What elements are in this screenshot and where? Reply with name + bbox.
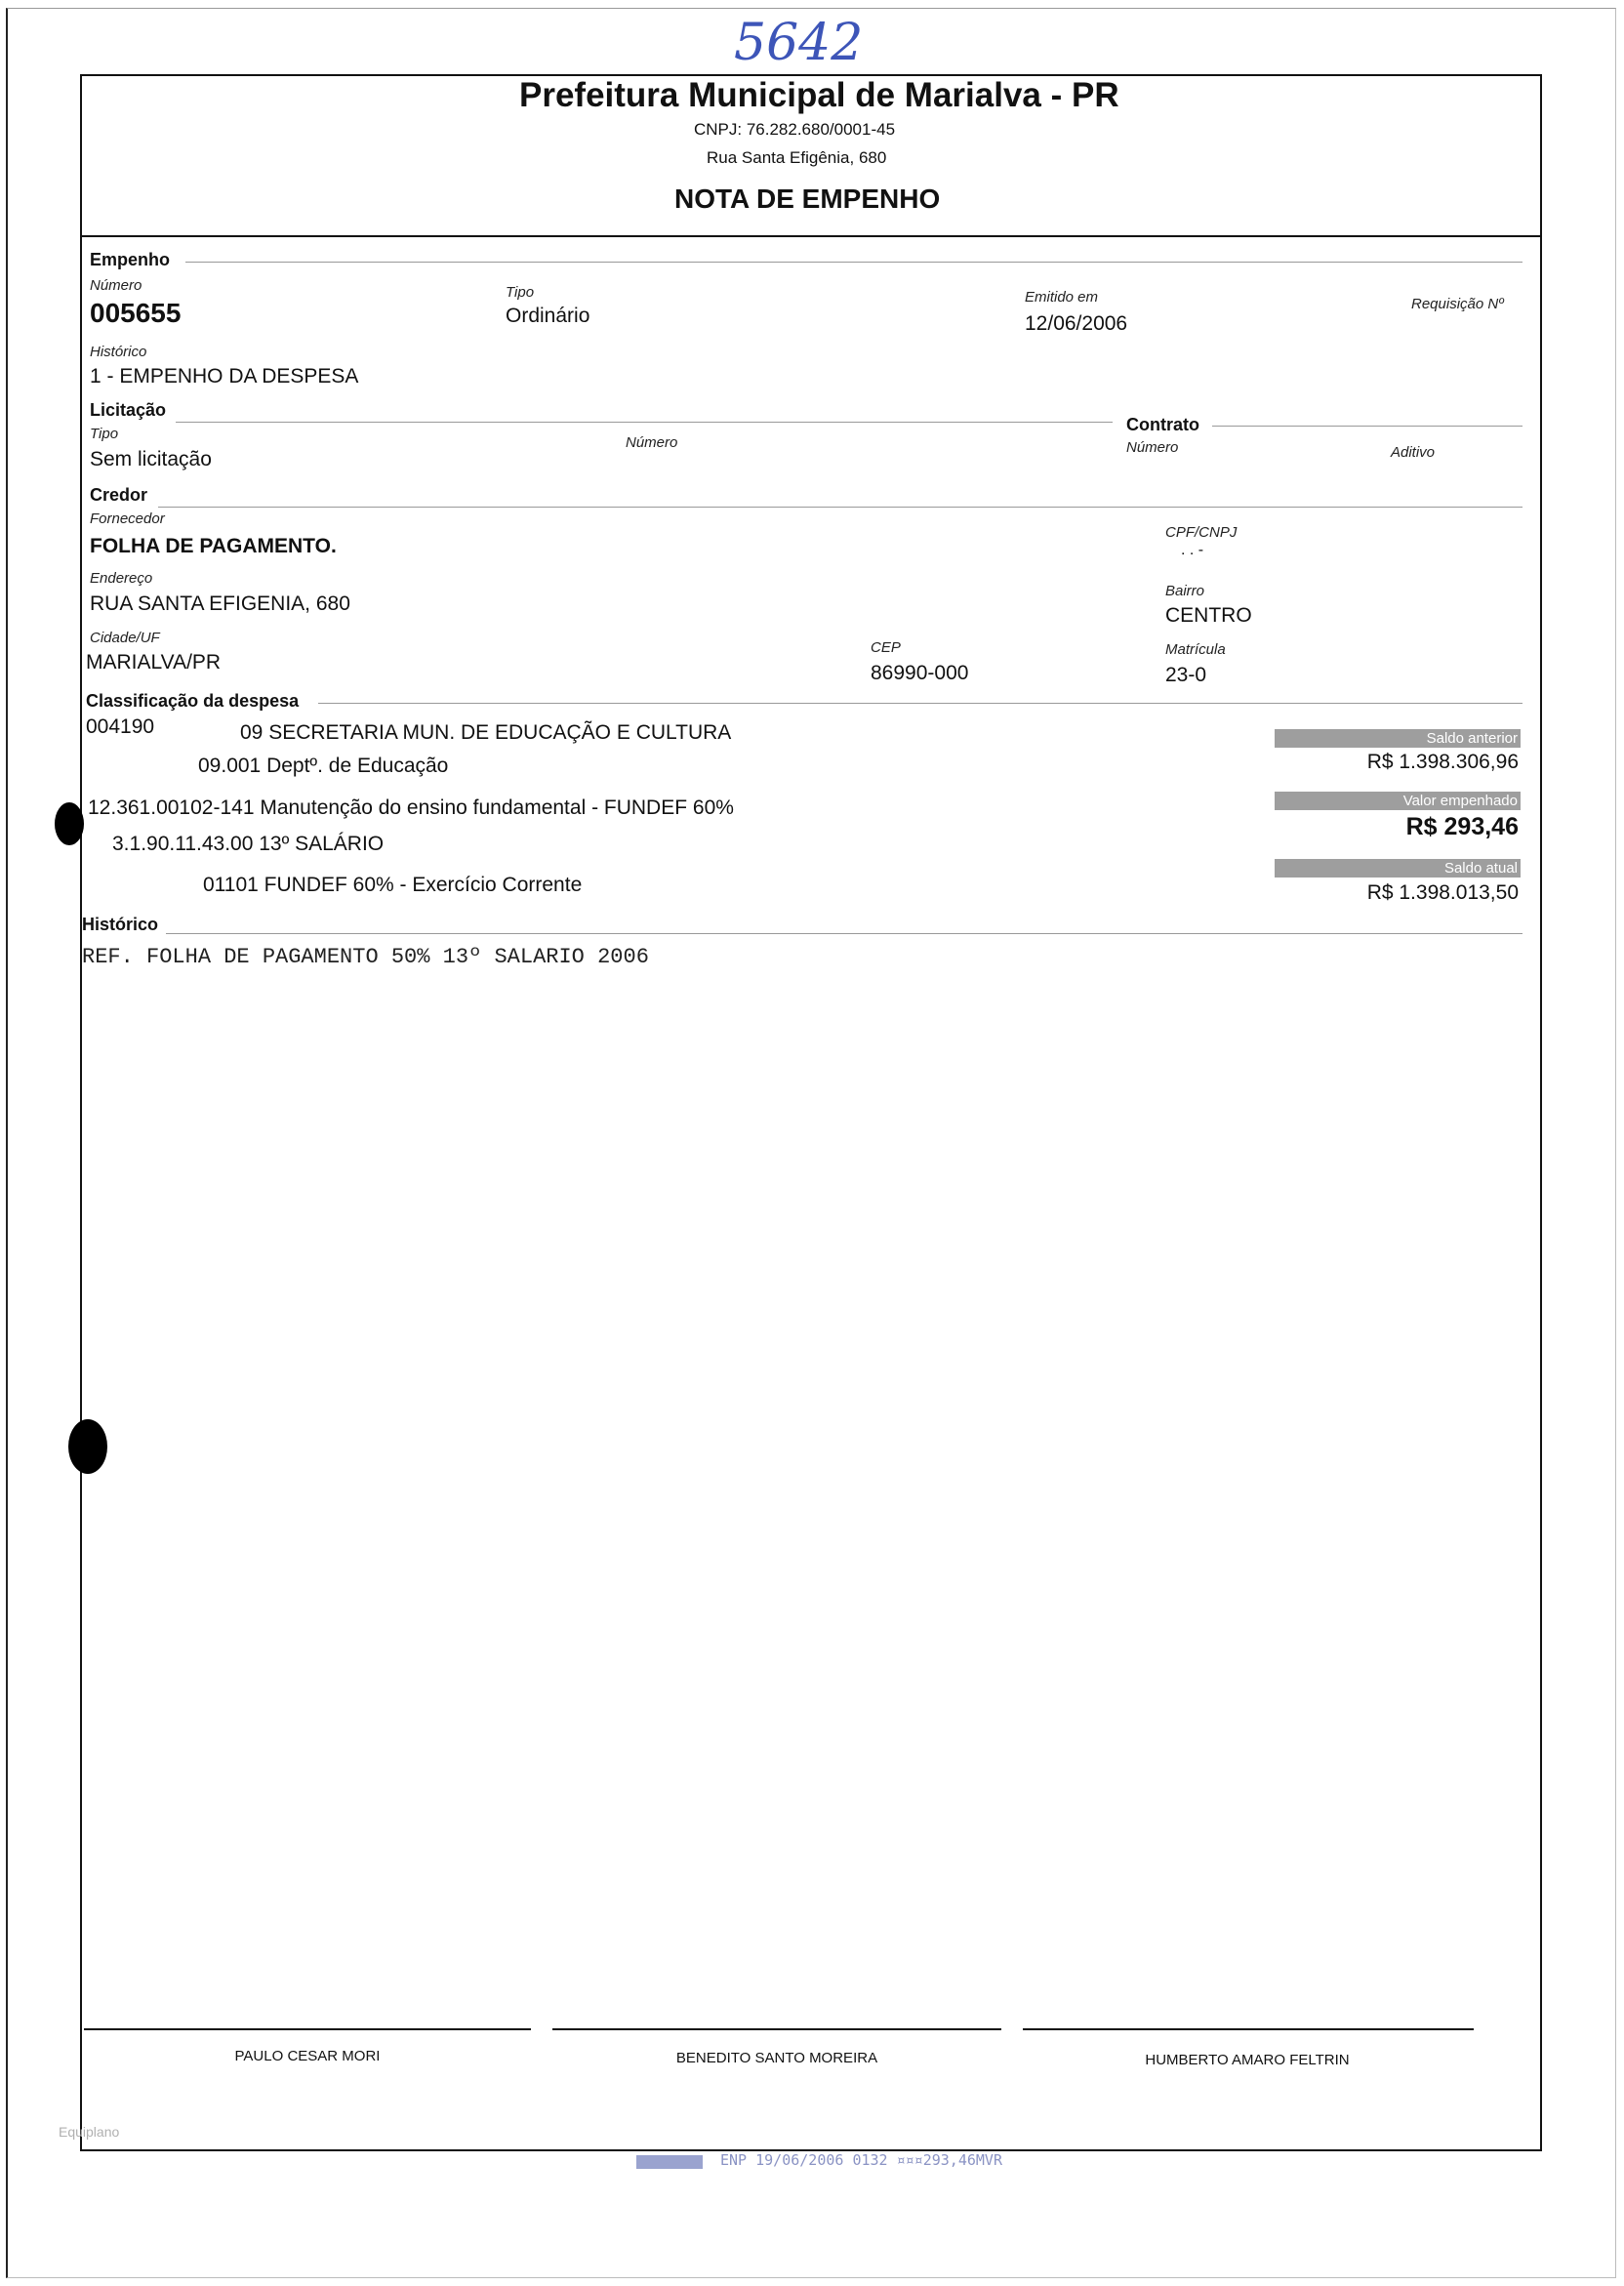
cep-label: CEP bbox=[871, 639, 901, 656]
credor-section: Credor bbox=[90, 485, 148, 505]
empenho-historico-label: Histórico bbox=[90, 344, 147, 360]
empenho-section: Empenho bbox=[90, 250, 171, 269]
empenho-numero-label: Número bbox=[90, 277, 142, 294]
aditivo-label: Aditivo bbox=[1391, 444, 1436, 461]
empenho-tipo-label: Tipo bbox=[506, 284, 535, 301]
punch-hole-top bbox=[55, 802, 84, 845]
licitacao-tipo-label: Tipo bbox=[90, 426, 119, 442]
signature-line-3 bbox=[1023, 2028, 1474, 2030]
endereco: RUA SANTA EFIGENIA, 680 bbox=[90, 592, 350, 615]
valor-empenhado-label: Valor empenhado bbox=[1275, 792, 1521, 810]
endereco-label: Endereço bbox=[90, 570, 153, 587]
signature-name-2: BENEDITO SANTO MOREIRA bbox=[675, 2050, 878, 2066]
document-title: NOTA DE EMPENHO bbox=[674, 184, 941, 214]
classificacao-fonte: 01101 FUNDEF 60% - Exercício Corrente bbox=[203, 874, 583, 896]
bairro: CENTRO bbox=[1165, 604, 1252, 627]
saldo-anterior-value: R$ 1.398.306,96 bbox=[1366, 751, 1519, 773]
handwritten-number: 5642 bbox=[734, 14, 864, 72]
fornecedor-label: Fornecedor bbox=[90, 510, 165, 527]
contrato-section: Contrato bbox=[1126, 415, 1199, 434]
licitacao-section: Licitação bbox=[90, 400, 167, 420]
classificacao-elemento: 3.1.90.11.43.00 13º SALÁRIO bbox=[112, 833, 385, 855]
matricula-label: Matrícula bbox=[1165, 641, 1226, 658]
punch-hole-bottom bbox=[68, 1419, 107, 1474]
classificacao-unidade: 09.001 Deptº. de Educação bbox=[198, 755, 449, 777]
emitido-date: 12/06/2006 bbox=[1025, 312, 1128, 335]
empenho-historico: 1 - EMPENHO DA DESPESA bbox=[90, 365, 359, 388]
cidade-label: Cidade/UF bbox=[90, 630, 160, 646]
cpf-value: . . - bbox=[1181, 542, 1204, 558]
classificacao-orgao: 09 SECRETARIA MUN. DE EDUCAÇÃO E CULTURA bbox=[240, 721, 732, 744]
bairro-label: Bairro bbox=[1165, 583, 1205, 599]
empenho-tipo: Ordinário bbox=[506, 305, 590, 327]
header-address: Rua Santa Efigênia, 680 bbox=[707, 148, 887, 167]
cidade: MARIALVA/PR bbox=[86, 651, 222, 674]
valor-empenhado-value: R$ 293,46 bbox=[1405, 813, 1519, 840]
historico-text: REF. FOLHA DE PAGAMENTO 50% 13º SALARIO 2006 bbox=[82, 945, 649, 969]
classificacao-codigo: 004190 bbox=[86, 715, 155, 738]
saldo-atual-value: R$ 1.398.013,50 bbox=[1366, 881, 1519, 904]
classificacao-funcional: 12.361.00102-141 Manutenção do ensino fundamental - FUNDEF 60% bbox=[88, 796, 734, 819]
print-stamp: ENP 19/06/2006 0132 ¤¤¤293,46MVR bbox=[720, 2151, 1002, 2169]
empenho-numero: 005655 bbox=[90, 298, 182, 328]
page-title: Prefeitura Municipal de Marialva - PR bbox=[519, 76, 1119, 114]
historico-section: Histórico bbox=[82, 915, 159, 934]
signature-name-3: HUMBERTO AMARO FELTRIN bbox=[1145, 2052, 1350, 2068]
signature-line-1 bbox=[84, 2028, 531, 2030]
classificacao-section: Classificação da despesa bbox=[86, 691, 300, 711]
requisicao-label: Requisição Nº bbox=[1411, 296, 1504, 312]
cnpj: CNPJ: 76.282.680/0001-45 bbox=[694, 120, 896, 139]
cpf-label: CPF/CNPJ bbox=[1165, 524, 1238, 541]
signature-name-1: PAULO CESAR MORI bbox=[234, 2048, 381, 2064]
licitacao-tipo: Sem licitação bbox=[90, 448, 212, 470]
signature-line-2 bbox=[552, 2028, 1001, 2030]
saldo-atual-label: Saldo atual bbox=[1275, 859, 1521, 878]
software-label: Equiplano bbox=[59, 2124, 120, 2140]
licitacao-numero-label: Número bbox=[626, 434, 678, 451]
header-divider bbox=[80, 235, 1542, 237]
matricula: 23-0 bbox=[1165, 664, 1207, 686]
fornecedor: FOLHA DE PAGAMENTO. bbox=[90, 535, 337, 557]
saldo-anterior-label: Saldo anterior bbox=[1275, 729, 1521, 748]
stamp-mark bbox=[636, 2155, 703, 2169]
contrato-numero-label: Número bbox=[1126, 439, 1179, 456]
cep: 86990-000 bbox=[871, 662, 969, 684]
emitido-label: Emitido em bbox=[1025, 289, 1099, 306]
